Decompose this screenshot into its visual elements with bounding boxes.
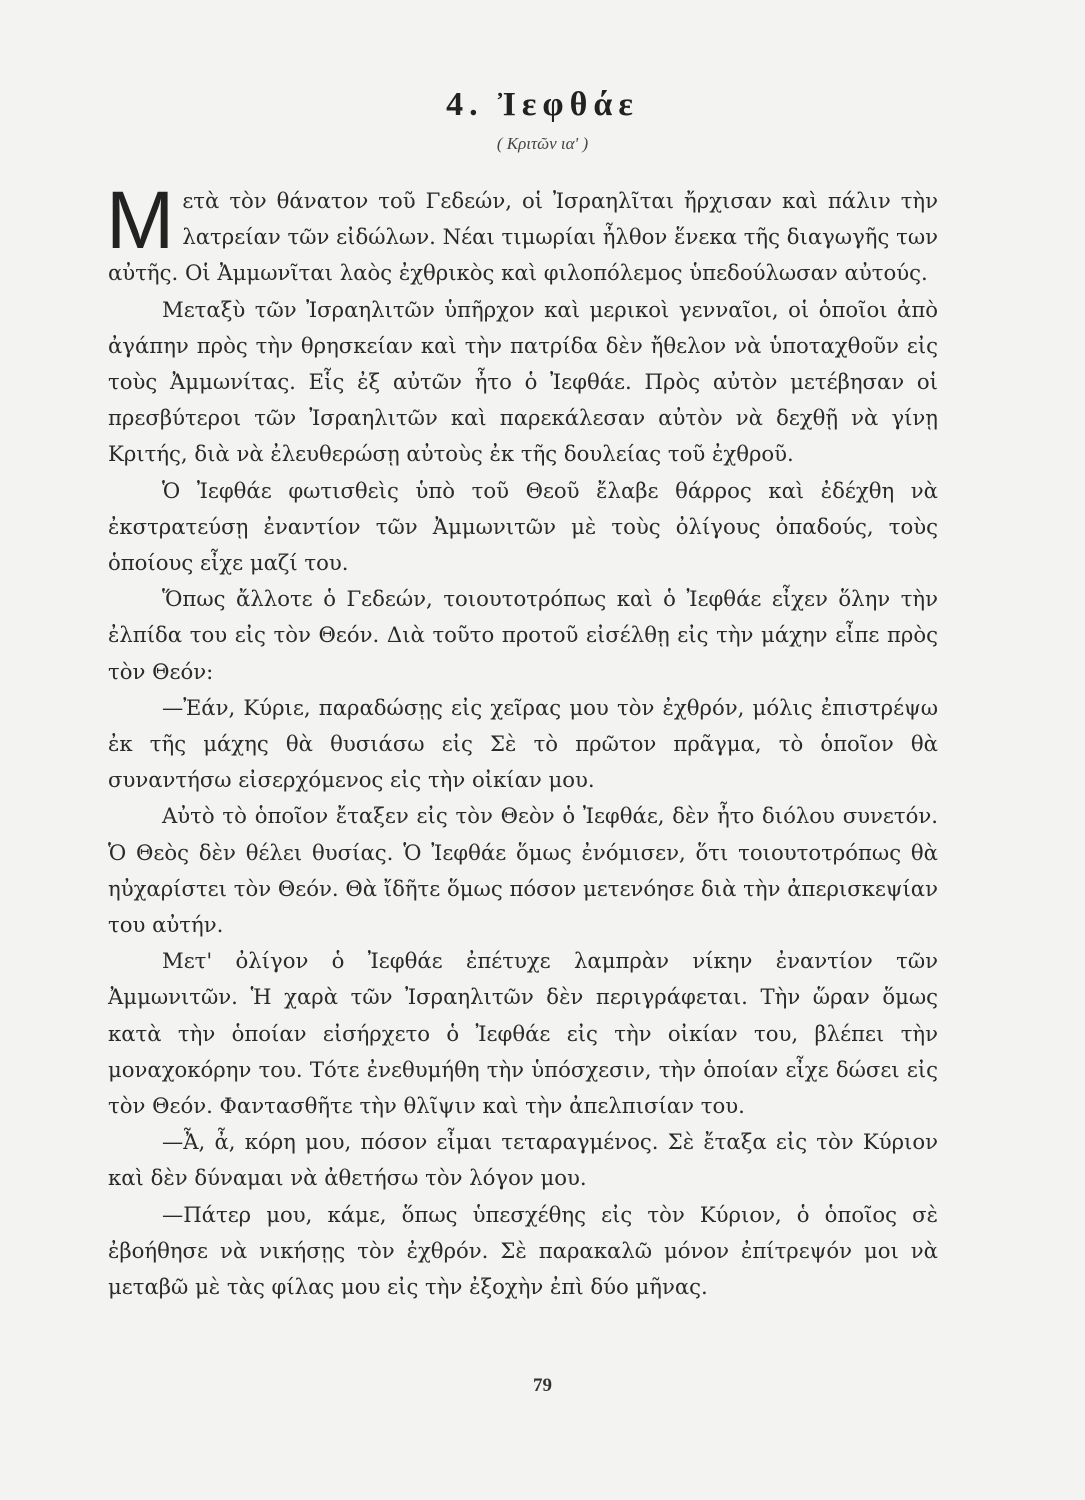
- paragraph-4: Ὅπως ἄλλοτε ὁ Γεδεών, τοιουτοτρόπως καὶ ὁ Ἰεφθάε εἶχεν ὅλην τὴν ἐλπίδα του εἰς τὸν Θεόν. Διὰ τοῦτο προτοῦ εἰσέλθῃ εἰς τὴν μάχην εἶπε πρὸς τὸν Θεόν:: [108, 586, 938, 684]
- page-number: 79: [533, 1375, 552, 1396]
- paragraph-8: —Ἆ, ἆ, κόρη μου, πόσον εἶμαι τεταραγμένος. Σὲ ἔταξα εἰς τὸν Κύριον καὶ δὲν δύναμαι νὰ ἀθετήσω τὸν λόγον μου.: [108, 1129, 938, 1191]
- drop-cap: Μ: [106, 175, 175, 266]
- chapter-title: 4. Ἰεφθάε: [446, 86, 639, 123]
- paragraph-5: —Ἐάν, Κύριε, παραδώσῃς εἰς χεῖρας μου τὸν ἐχθρόν, μόλις ἐπιστρέψω ἐκ τῆς μάχης θὰ θυσιάσω εἰς Σὲ τὸ πρῶτον πρᾶγμα, τὸ ὁποῖον θὰ συναντήσω εἰσερχόμενος εἰς τὴν οἰκίαν μου.: [108, 694, 938, 793]
- paragraph-6: Αὐτὸ τὸ ὁποῖον ἔταξεν εἰς τὸν Θεὸν ὁ Ἰεφθάε, δὲν ἦτο διόλου συνετόν. Ὁ Θεὸς δὲν θέλει θυσίας. Ὁ Ἰεφθάε ὅμως ἐνόμισεν, ὅτι τοιουτοτρόπως θὰ ηὐχαρίστει τὸν Θεόν. Θὰ ἴδῆτε ὅμως πόσον μετενόησε διὰ τὴν ἀπερισκεψίαν του αὐτήν.: [108, 803, 938, 938]
- paragraph-text: ετὰ τὸν θάνατον τοῦ Γεδεών, οἱ Ἰσραηλῖται ἤρχισαν καὶ πάλιν τὴν λατρείαν τῶν εἰδώλων. Νέαι τιμωρίαι ἦλθον ἕνεκα τῆς διαγωγῆς των αὐτῆς. Οἱ Ἀμμωνῖται λαὸς ἐχθρικὸς καὶ φιλοπόλεμος ὑπεδούλωσαν αὐτούς.: [108, 188, 938, 286]
- paragraph-2: Μεταξὺ τῶν Ἰσραηλιτῶν ὑπῆρχον καὶ μερικοὶ γενναῖοι, οἱ ὁποῖοι ἀπὸ ἀγάπην πρὸς τὴν θρησκείαν καὶ τὴν πατρίδα δὲν ἤθελον νὰ ὑποταχθοῦν εἰς τοὺς Ἀμμωνίτας. Εἷς ἐξ αὐτῶν ἦτο ὁ Ἰεφθάε. Πρὸς αὐτὸν μετέβησαν οἱ πρεσβύτεροι τῶν Ἰσραηλιτῶν καὶ παρεκάλεσαν αὐτὸν νὰ δεχθῇ νὰ γίνῃ Κριτής, διὰ νὰ ἐλευθερώσῃ αὐτοὺς ἐκ τῆς δουλείας τοῦ ἐχθροῦ.: [108, 296, 938, 467]
- chapter-body: [106, 175, 938, 1305]
- paragraph-3: Ὁ Ἰεφθάε φωτισθεὶς ὑπὸ τοῦ Θεοῦ ἔλαβε θάρρος καὶ ἐδέχθη νὰ ἐκστρατεύσῃ ἐναντίον τῶν Ἀμμωνιτῶν μὲ τοὺς ὀλίγους ὀπαδούς, τοὺς ὁποίους εἶχε μαζί του.: [108, 477, 938, 576]
- paragraph-7: Μετ' ὀλίγον ὁ Ἰεφθάε ἐπέτυχε λαμπρὰν νίκην ἐναντίον τῶν Ἀμμωνιτῶν. Ἡ χαρὰ τῶν Ἰσραηλιτῶν δὲν περιγράφεται. Τὴν ὥραν ὅμως κατὰ τὴν ὁποίαν εἰσήρχετο ὁ Ἰεφθάε εἰς τὴν οἰκίαν του, βλέπει τὴν μοναχοκόρην του. Τότε ἐνεθυμήθη τὴν ὑπόσχεσιν, τὴν ὁποίαν εἶχε δώσει εἰς τὸν Θεόν. Φαντασθῆτε τὴν θλῖψιν καὶ τὴν ἀπελπισίαν του.: [108, 948, 938, 1119]
- paragraph-9: —Πάτερ μου, κάμε, ὅπως ὑπεσχέθης εἰς τὸν Κύριον, ὁ ὁποῖος σὲ ἐβοήθησε νὰ νικήσῃς τὸν ἐχθρόν. Σὲ παρακαλῶ μόνον ἐπίτρεψόν μοι νὰ μεταβῶ μὲ τὰς φίλας μου εἰς τὴν ἐξοχὴν ἐπὶ δύο μῆνας.: [108, 1201, 938, 1300]
- chapter-reference: ( Κριτῶν ια' ): [496, 134, 589, 153]
- paragraph-1: [106, 175, 938, 292]
